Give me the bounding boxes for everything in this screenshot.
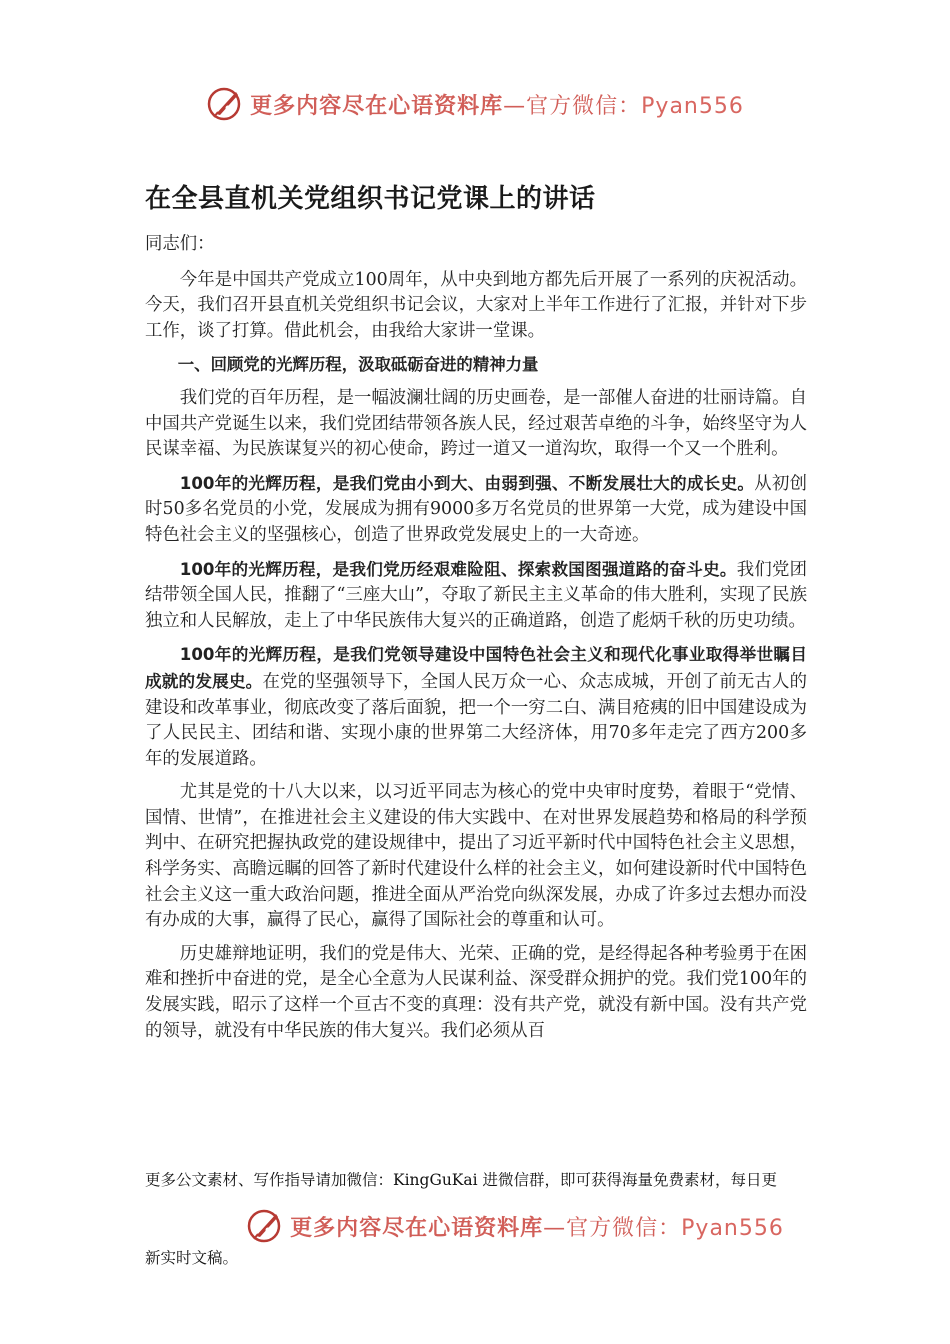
banner-text: [250, 89, 744, 120]
paragraph-3-body: 从初创时50多名党员的小党，发展成为拥有9000多万名党员的世界第一大党，成为建设中国特色社会主义的坚强核心，创造了世界政党发展史上的一大奇迹。: [145, 473, 807, 545]
banner-text: [290, 1211, 784, 1242]
paragraph-4: [145, 557, 807, 635]
document-body: [145, 232, 807, 1044]
document-title: 在全县直机关党组织书记党课上的讲话: [145, 184, 596, 214]
section-heading-1: 一、回顾党的光辉历程，汲取砥砺奋进的精神力量: [177, 355, 539, 375]
paragraph-6: 尤其是党的十八大以来，以习近平同志为核心的党中央审时度势，着眼于“党情、国情、世情”，在推进社会主义建设的伟大实践中、在对世界发展趋势和格局的科学预判中、在研究把握执政党的建设规律中，提出了习近平新时代中国特色社会主义思想，科学务实、高瞻远瞩的回答了新时代建设什么样的社会主义，如何建设新时代中国特色社会主义这一重大政治问题，推进全面从严治党向纵深发展，办成了许多过去想办而没有办成的大事，赢得了民心，赢得了国际社会的尊重和认可。: [145, 782, 807, 931]
banner-main-text: 更多内容尽在心语资料库: [290, 1215, 544, 1241]
footer-note-continued: 新实时文稿。: [145, 1249, 239, 1267]
header-watermark-banner: [0, 82, 950, 126]
banner-wechat-label: 官方微信：: [566, 1215, 682, 1241]
banner-wechat-id: Pyan556: [641, 93, 744, 119]
paragraph-2: 我们党的百年历程，是一幅波澜壮阔的历史画卷，是一部催人奋进的壮丽诗篇。自中国共产党诞生以来，我们党团结带领各族人民，经过艰苦卓绝的斗争，始终坚守为人民谋幸福、为民族谋复兴的初心使命，跨过一道又一道沟坎，取得一个又一个胜利。: [145, 387, 807, 460]
banner-wechat-label: 官方微信：: [526, 93, 642, 119]
footer-note: 更多公文素材、写作指导请加微信：KingGuKai 进微信群，即可获得海量免费素材，每日更: [145, 1171, 778, 1189]
footer-watermark-banner: [40, 1204, 950, 1248]
banner-main-text: 更多内容尽在心语资料库: [250, 93, 504, 119]
greeting: 同志们：: [145, 234, 215, 254]
paragraph-3: [145, 471, 807, 549]
paragraph-4-lead: 100年的光辉历程，是我们党历经艰难险阻、探索救国图强道路的奋斗史。: [179, 559, 737, 579]
banner-wechat-id: Pyan556: [681, 1215, 784, 1241]
paragraph-3-lead: 100年的光辉历程，是我们党由小到大、由弱到强、不断发展壮大的成长史。: [179, 473, 755, 493]
banner-dash: —: [503, 93, 527, 119]
paragraph-4-body: 我们党团结带领全国人民，推翻了“三座大山”，夺取了新民主主义革命的伟大胜利，实现了民族独立和人民解放，走上了中华民族伟大复兴的正确道路，创造了彪炳千秋的历史功绩。: [145, 559, 807, 631]
quill-logo-icon: [206, 84, 246, 124]
paragraph-5-body: 在党的坚强领导下，全国人民万众一心、众志成城，开创了前无古人的建设和改革事业，彻底改变了落后面貌，把一个一穷二白、满目疮痍的旧中国建设成为了人民民主、团结和谐、实现小康的世界第二大经济体，用70多年走完了西方200多年的发展道路。: [145, 671, 807, 769]
quill-logo-icon: [246, 1206, 286, 1246]
paragraph-1: 今年是中国共产党成立100周年，从中央到地方都先后开展了一系列的庆祝活动。今天，我们召开县直机关党组织书记会议，大家对上半年工作进行了汇报，并针对下步工作，谈了打算。借此机会，由我给大家讲一堂课。: [145, 269, 807, 341]
paragraph-5-lead: 100年的光辉历程，是我们党领导建设中国特色社会主义和现代化事业取得举世瞩目成就的发展史。: [145, 645, 807, 691]
paragraph-5: [145, 642, 807, 772]
paragraph-7: 历史雄辩地证明，我们的党是伟大、光荣、正确的党，是经得起各种考验勇于在困难和挫折中奋进的党，是全心全意为人民谋利益、深受群众拥护的党。我们党100年的发展实践，昭示了这样一个亘古不变的真理：没有共产党，就没有新中国。没有共产党的领导，就没有中华民族的伟大复兴。我们必须从百: [145, 943, 807, 1041]
banner-dash: —: [543, 1215, 567, 1241]
